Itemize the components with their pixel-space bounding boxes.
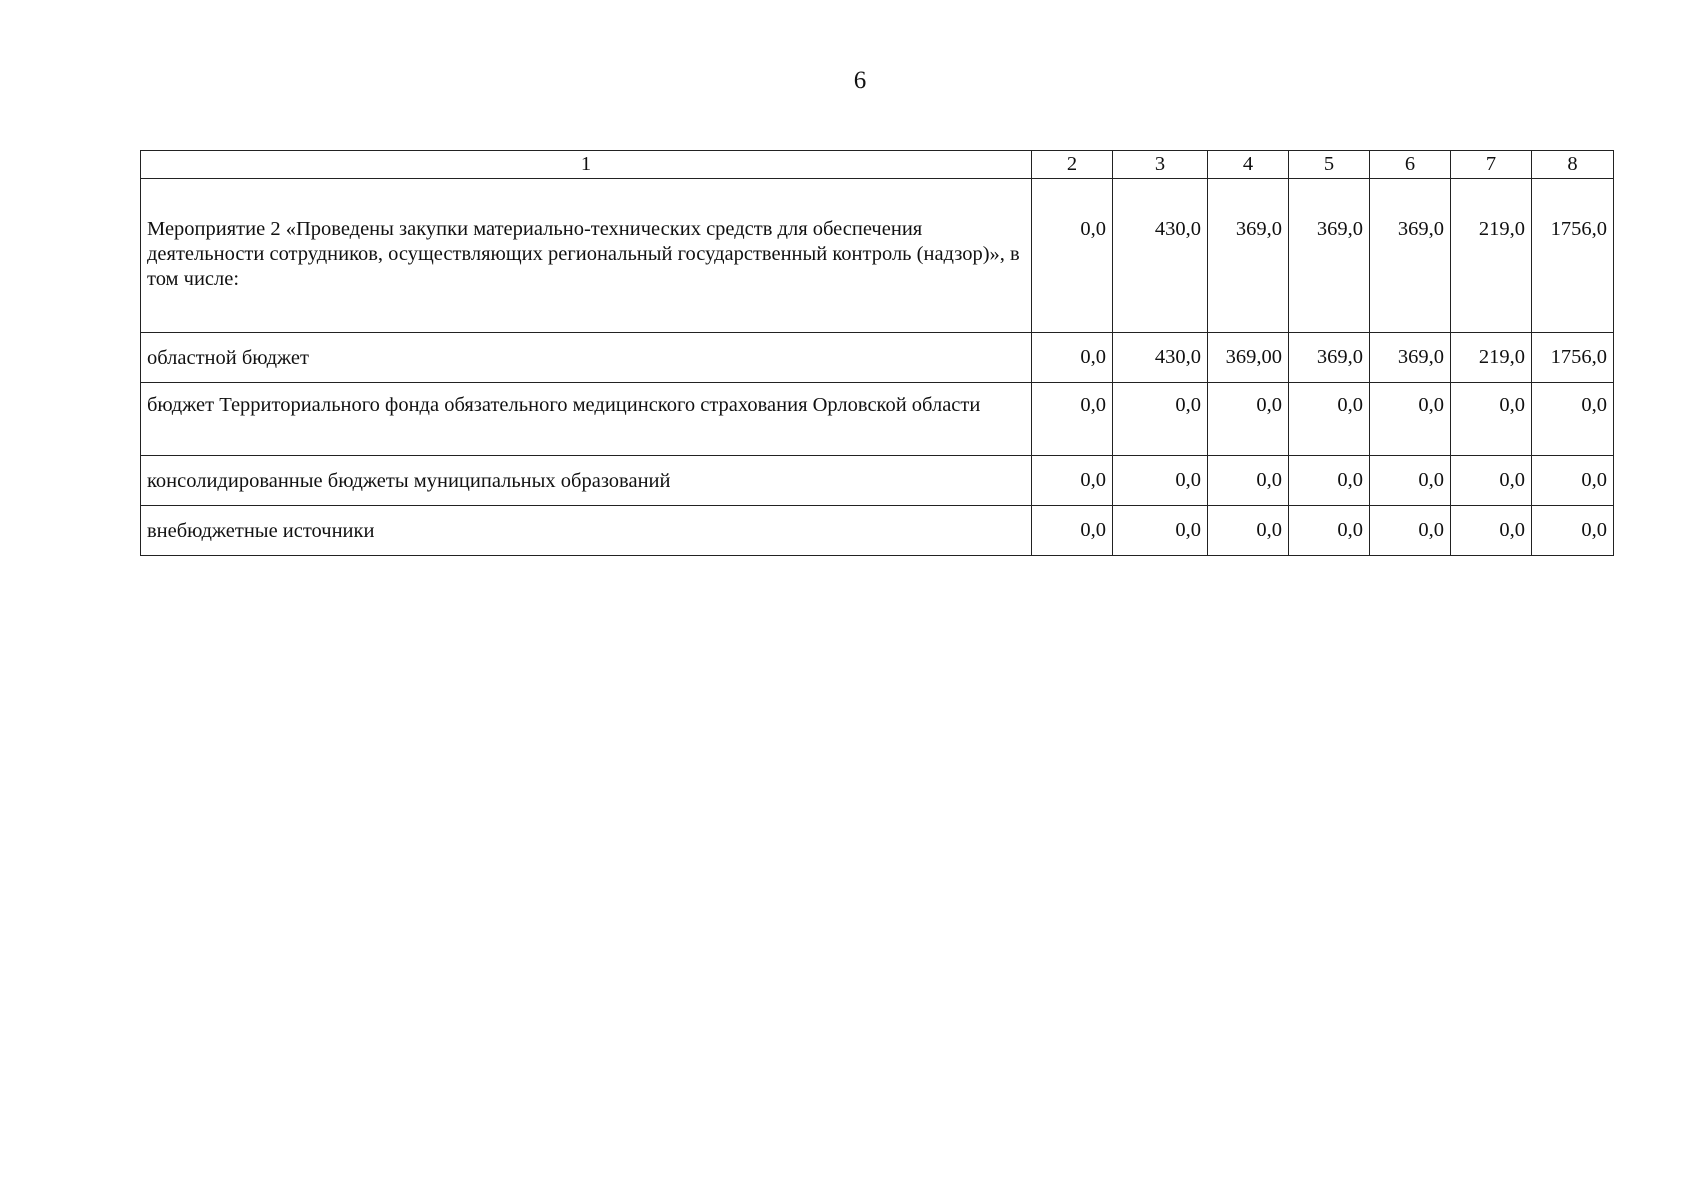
cell-value: 0,0 (1208, 506, 1289, 556)
cell-value: 430,0 (1113, 179, 1208, 333)
cell-value: 369,0 (1208, 179, 1289, 333)
row-label: бюджет Территориального фонда обязательного медицинского страхования Орловской области (141, 383, 1032, 456)
column-header-3: 3 (1113, 151, 1208, 179)
table-row-municipal-budgets (141, 456, 1614, 506)
column-header-6: 6 (1370, 151, 1451, 179)
table-row-extrabudgetary-sources (141, 506, 1614, 556)
cell-value: 0,0 (1032, 506, 1113, 556)
cell-value: 430,0 (1113, 333, 1208, 383)
cell-value: 0,0 (1032, 456, 1113, 506)
table-row-regional-budget (141, 333, 1614, 383)
column-header-5: 5 (1289, 151, 1370, 179)
cell-value: 0,0 (1032, 179, 1113, 333)
cell-value: 0,0 (1370, 383, 1451, 456)
cell-value: 0,0 (1032, 333, 1113, 383)
cell-value: 0,0 (1532, 506, 1614, 556)
cell-value: 0,0 (1370, 456, 1451, 506)
cell-value: 0,0 (1532, 383, 1614, 456)
cell-value: 0,0 (1289, 456, 1370, 506)
column-header-4: 4 (1208, 151, 1289, 179)
budget-table-container (140, 150, 1613, 556)
column-header-1: 1 (141, 151, 1032, 179)
cell-value: 369,0 (1289, 333, 1370, 383)
cell-value: 369,00 (1208, 333, 1289, 383)
page-number: 6 (853, 67, 867, 94)
budget-table (140, 150, 1614, 556)
row-label: консолидированные бюджеты муниципальных образований (141, 456, 1032, 506)
cell-value: 369,0 (1370, 179, 1451, 333)
cell-value: 0,0 (1032, 383, 1113, 456)
header-row (141, 151, 1614, 179)
column-header-8: 8 (1532, 151, 1614, 179)
table-row-activity-2 (141, 179, 1614, 333)
cell-value: 1756,0 (1532, 333, 1614, 383)
row-label: областной бюджет (141, 333, 1032, 383)
cell-value: 0,0 (1289, 506, 1370, 556)
cell-value: 0,0 (1289, 383, 1370, 456)
cell-value: 369,0 (1370, 333, 1451, 383)
cell-value: 0,0 (1451, 383, 1532, 456)
cell-value: 369,0 (1289, 179, 1370, 333)
row-label: внебюджетные источники (141, 506, 1032, 556)
column-header-2: 2 (1032, 151, 1113, 179)
row-label: Мероприятие 2 «Проведены закупки материально-технических средств для обеспечения деятельности сотрудников, осуществляющих региональный государственный контроль (надзор)», в том числе: (141, 179, 1032, 333)
cell-value: 0,0 (1451, 506, 1532, 556)
cell-value: 219,0 (1451, 179, 1532, 333)
cell-value: 0,0 (1113, 383, 1208, 456)
cell-value: 219,0 (1451, 333, 1532, 383)
cell-value: 0,0 (1532, 456, 1614, 506)
cell-value: 0,0 (1370, 506, 1451, 556)
cell-value: 0,0 (1208, 456, 1289, 506)
table-row-health-insurance-fund (141, 383, 1614, 456)
column-header-7: 7 (1451, 151, 1532, 179)
cell-value: 0,0 (1113, 506, 1208, 556)
cell-value: 0,0 (1208, 383, 1289, 456)
cell-value: 1756,0 (1532, 179, 1614, 333)
cell-value: 0,0 (1451, 456, 1532, 506)
cell-value: 0,0 (1113, 456, 1208, 506)
